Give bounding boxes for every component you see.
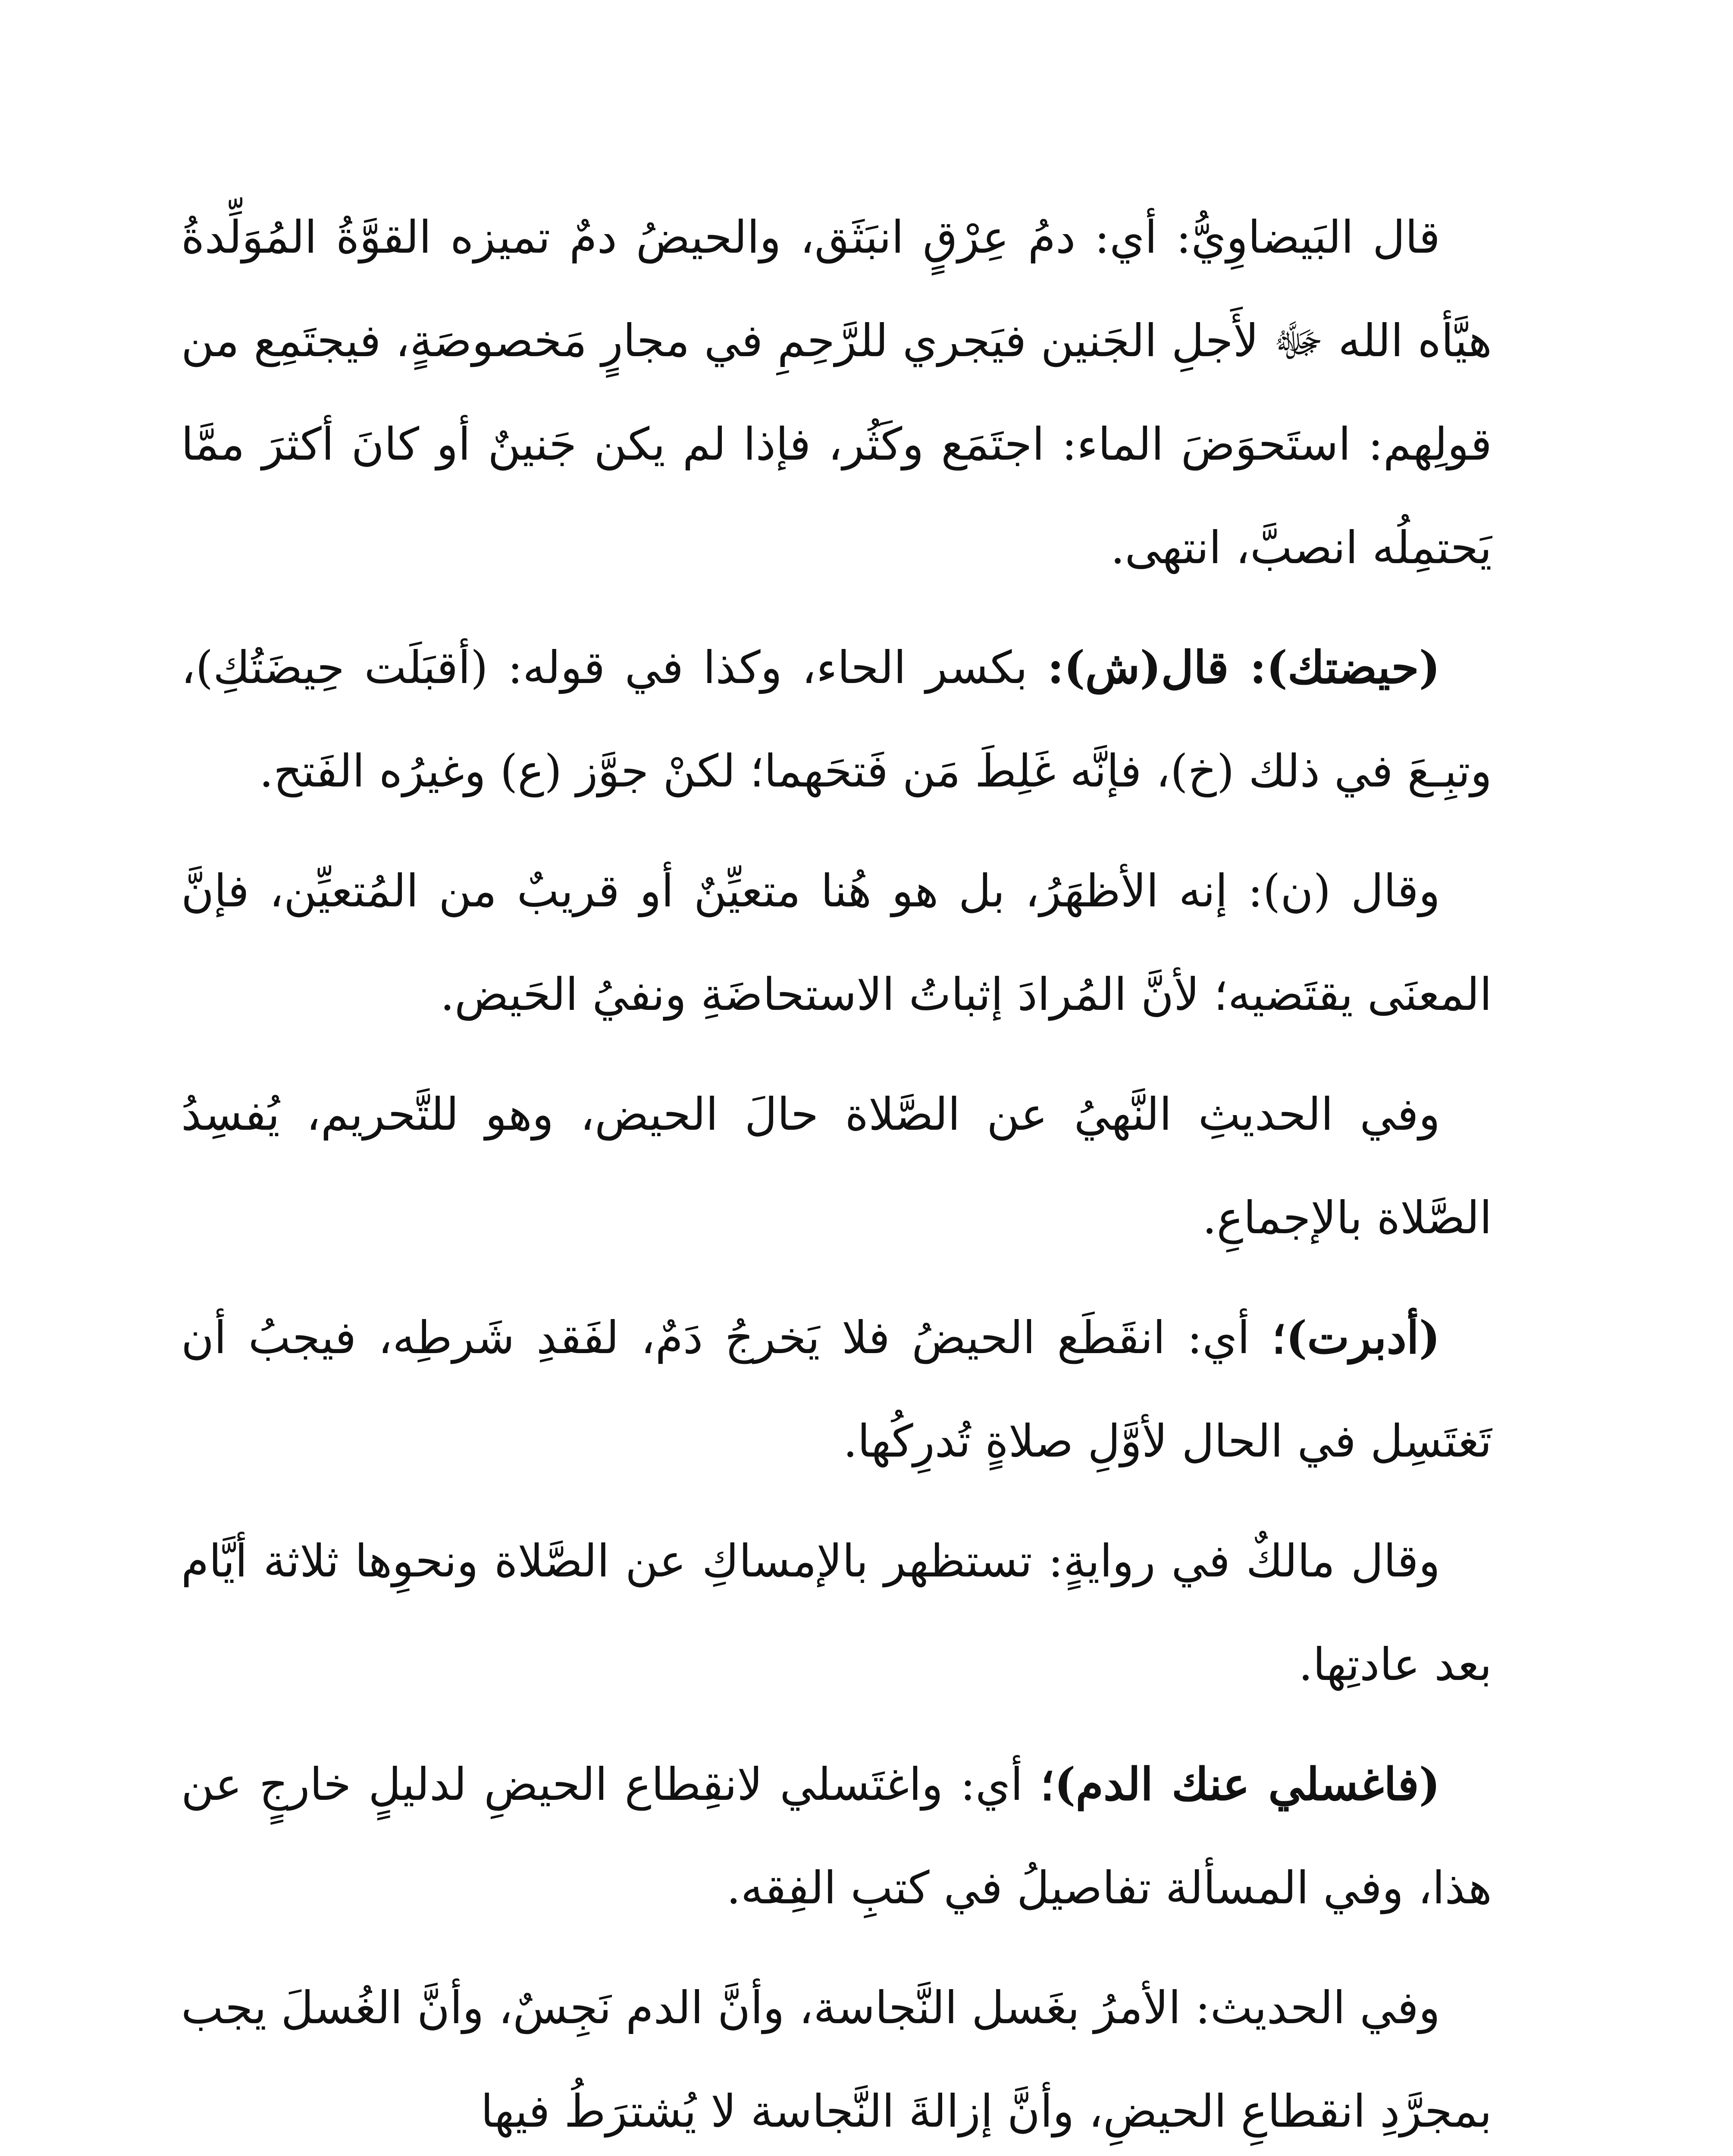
paragraph-prayer-prohibition xyxy=(181,1062,1492,1269)
paragraph-body: أي: واغتَسلي لانقِطاع الحيضِ لدليلٍ خارجٍ عن هذا، وفي المسألة تفاصيلُ في كتبِ الفِقه. xyxy=(181,1758,1492,1914)
paragraph-hadith-rulings xyxy=(181,1956,1492,2156)
paragraph-adbarat xyxy=(181,1286,1492,1493)
paragraph-body: وقال (ن): إنه الأظهَرُ، بل هو هُنا متعيِّنٌ أو قريبٌ من المُتعيِّن، فإنَّ المعنَى يقتَضيه؛ لأنَّ المُرادَ إثباتُ الاستحاضَةِ ونفيُ الحَيض. xyxy=(181,865,1492,1021)
paragraph-body: بكسر الحاء، وكذا في قوله: (أقبَلَت حِيضَتُكِ)، وتبِـعَ في ذلك (خ)، فإنَّه غَلِطَ مَن فَتحَهما؛ لكنْ جوَّز (ع) وغيرُه الفَتح. xyxy=(181,641,1492,797)
paragraph-body: أي: انقَطَع الحيضُ فلا يَخرجُ دَمٌ، لفَقدِ شَرطِه، فيجبُ أن تَغتَسِل في الحال لأوَّلِ صلاةٍ تُدرِكُها. xyxy=(181,1311,1492,1467)
paragraph-lead: (حيضتك): قال(ش): xyxy=(1047,641,1440,694)
paragraph-body: وفي الحديث: الأمرُ بغَسل النَّجاسة، وأنَّ الدم نَجِسٌ، وأنَّ الغُسلَ يجب بمجرَّدِ انقطاعِ الحيضِ، وأنَّ إزالةَ النَّجاسة لا يُشترَطُ فيها xyxy=(181,1981,1492,2137)
paragraph-ighsili xyxy=(181,1733,1492,1940)
paragraph-body: وقال مالكٌ في روايةٍ: تستظهر بالإمساكِ عن الصَّلاة ونحوِها ثلاثة أيَّام بعد عادتِها. xyxy=(181,1535,1492,1691)
paragraph-nawawi xyxy=(181,839,1492,1046)
paragraph-baydawi xyxy=(181,185,1492,599)
paragraph-lead: (فاغسلي عنك الدم)؛ xyxy=(1040,1758,1440,1811)
paragraph-haydatuki xyxy=(181,616,1492,823)
commentary-text xyxy=(181,185,1492,2156)
paragraph-body: قال البَيضاوِيُّ: أي: دمُ عِرْقٍ انبَثَق، والحيضُ دمٌ تميزه القوَّةُ المُوَلِّدةُ هيَّأه الله ﷻ لأَجلِ الجَنين فيَجري للرَّحِمِ في مجارٍ مَخصوصَةٍ، فيجتَمِع من قولِهم: استَحوَضَ الماء: اجتَمَع وكَثُر، فإذا لم يكن جَنينٌ أو كانَ أكثرَ ممَّا يَحتمِلُه انصبَّ، انتهى. xyxy=(181,211,1492,574)
paragraph-lead: (أدبرت)؛ xyxy=(1272,1311,1440,1364)
paragraph-body: وفي الحديثِ النَّهيُ عن الصَّلاة حالَ الحيض، وهو للتَّحريم، يُفسِدُ الصَّلاة بالإجماعِ. xyxy=(181,1088,1492,1244)
paragraph-malik xyxy=(181,1509,1492,1716)
